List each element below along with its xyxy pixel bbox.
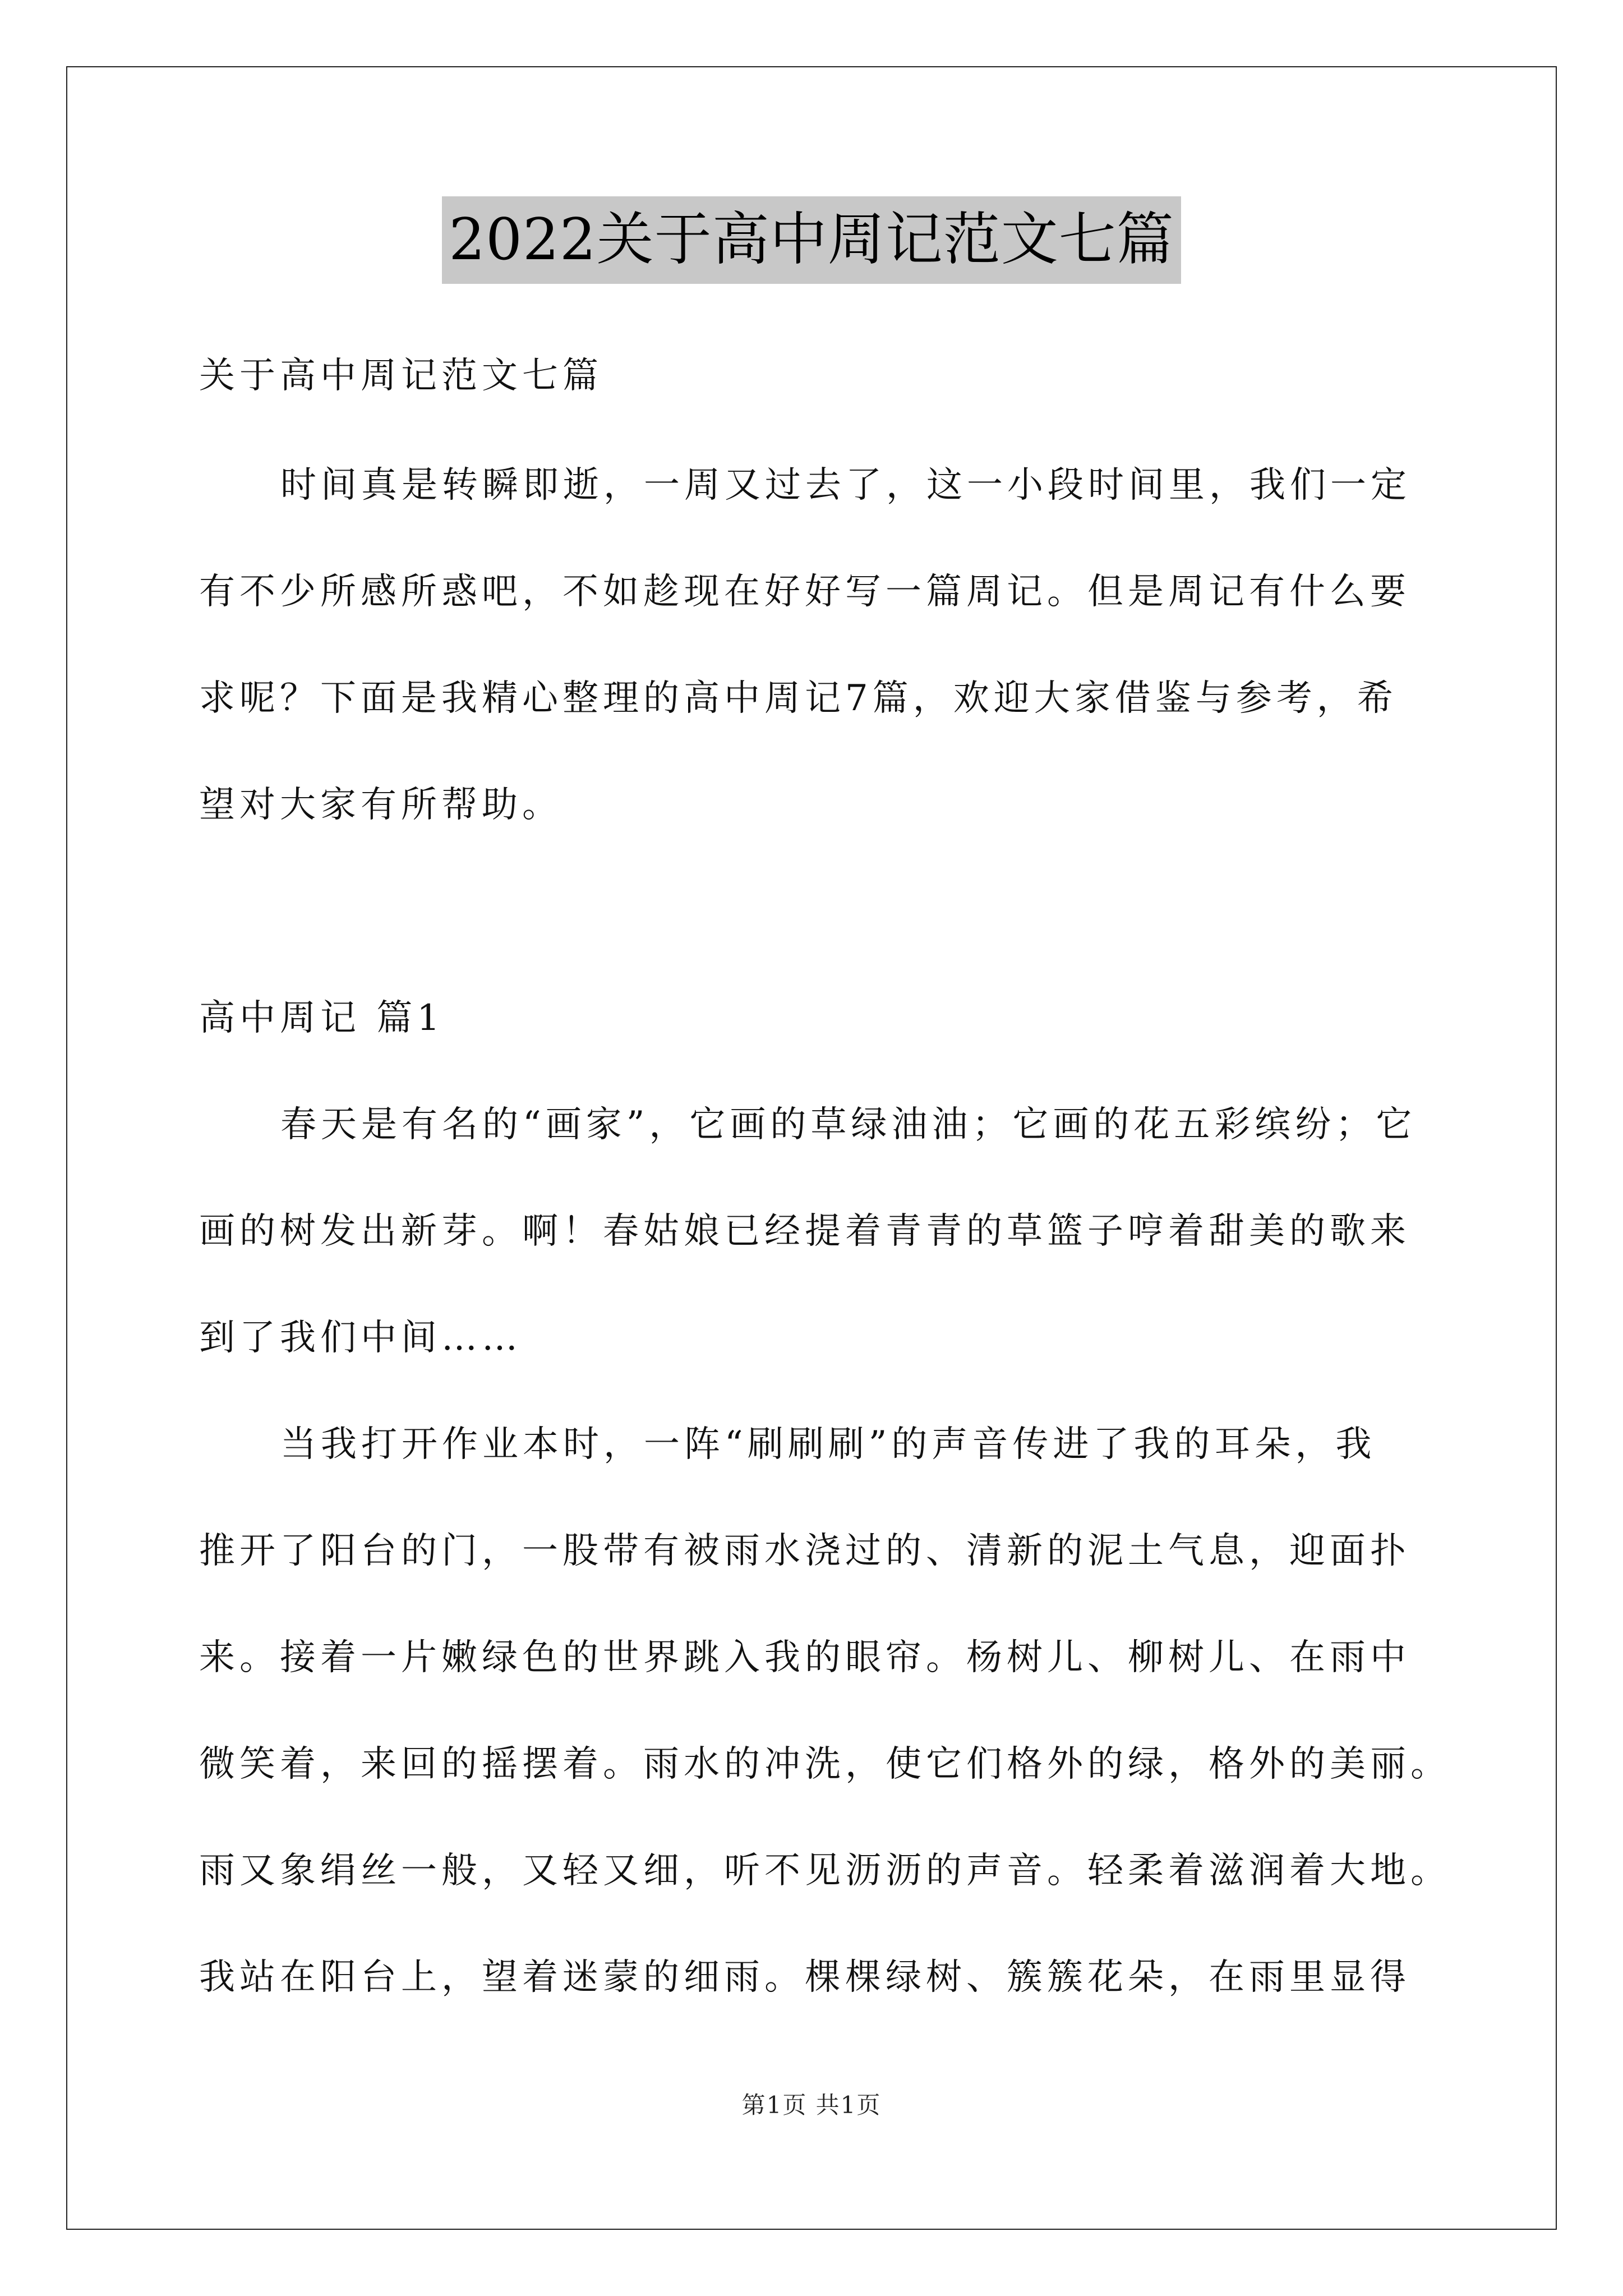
paragraph-line: 推开了阳台的门，一股带有被雨水浇过的、清新的泥土气息，迎面扑 [199,1530,1410,1572]
paragraph-line: 春天是有名的“画家”，它画的草绿油油；它画的花五彩缤纷；它 [280,1104,1417,1145]
page-footer: 第1页 共1页 [741,2091,882,2119]
paragraph-line: 望对大家有所帮助。 [199,784,562,826]
title-container [0,196,1623,284]
paragraph-line: 求呢？下面是我精心整理的高中周记7篇，欢迎大家借鉴与参考，希 [199,678,1398,719]
paragraph-line: 微笑着，来回的摇摆着。雨水的冲洗，使它们格外的绿，格外的美丽。 [199,1743,1451,1785]
paragraph-line: 雨又象绢丝一般，又轻又细，听不见沥沥的声音。轻柔着滋润着大地。 [199,1850,1451,1892]
document-title: 2022关于高中周记范文七篇 [442,196,1181,284]
subtitle: 关于高中周记范文七篇 [199,355,603,397]
paragraph-line: 我站在阳台上，望着迷蒙的细雨。棵棵绿树、簇簇花朵，在雨里显得 [199,1957,1410,1998]
paragraph-line: 画的树发出新芽。啊！春姑娘已经提着青青的草篮子哼着甜美的歌来 [199,1211,1410,1252]
paragraph-line: 来。接着一片嫩绿色的世界跳入我的眼帘。杨树儿、柳树儿、在雨中 [199,1637,1410,1678]
section-heading: 高中周记 篇1 [199,997,445,1039]
paragraph-line: 时间真是转瞬即逝，一周又过去了，这一小段时间里，我们一定 [280,464,1411,506]
paragraph-line: 到了我们中间…… [199,1317,522,1359]
paragraph-line: 当我打开作业本时，一阵“刷刷刷”的声音传进了我的耳朵，我 [280,1424,1376,1465]
paragraph-line: 有不少所感所惑吧，不如趁现在好好写一篇周记。但是周记有什么要 [199,571,1410,613]
